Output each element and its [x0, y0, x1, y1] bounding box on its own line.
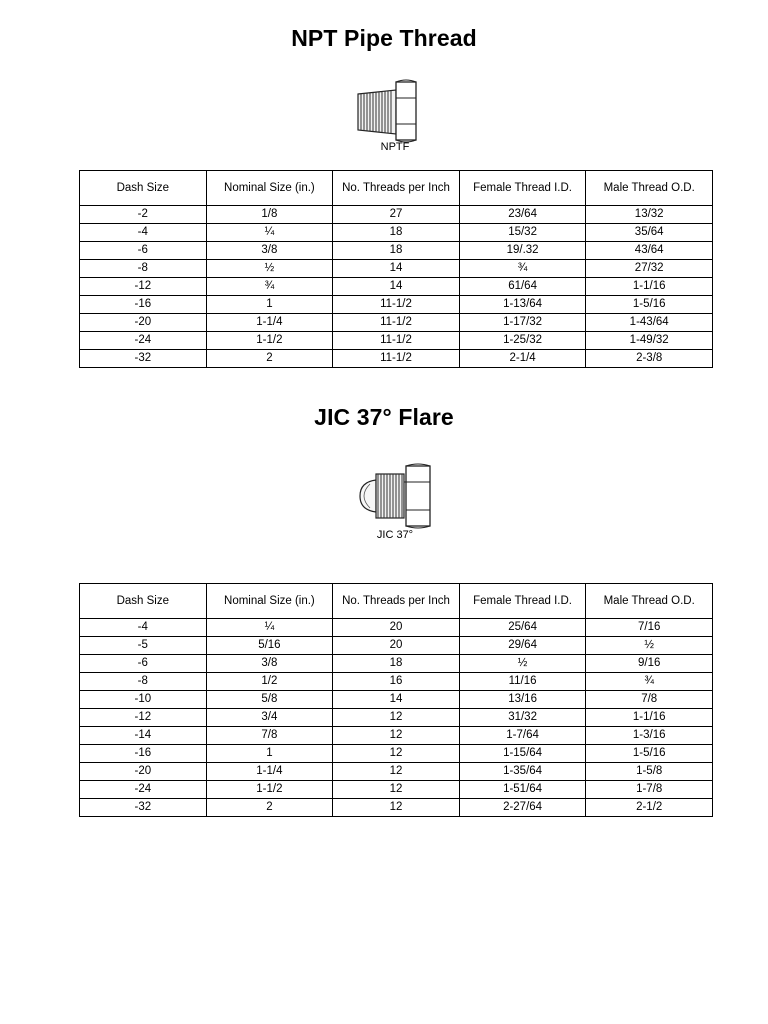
jic-flare-table — [79, 583, 713, 817]
threads-per-inch-cell: 12 — [333, 709, 460, 727]
table-row — [80, 278, 713, 296]
male-thread-od-cell: 43/64 — [586, 242, 713, 260]
header-dash-size: Dash Size — [80, 171, 207, 206]
threads-per-inch-cell: 12 — [333, 727, 460, 745]
table-row — [80, 206, 713, 224]
table-row — [80, 619, 713, 637]
header-male-thread-od: Male Thread O.D. — [586, 584, 713, 619]
nominal-size-cell: 1-1/2 — [206, 332, 333, 350]
nominal-size-cell: 3/8 — [206, 655, 333, 673]
threads-per-inch-cell: 20 — [333, 637, 460, 655]
dash-size-cell: -4 — [80, 224, 207, 242]
threads-per-inch-cell: 11-1/2 — [333, 296, 460, 314]
male-thread-od-cell: 1-5/16 — [586, 745, 713, 763]
female-thread-id-cell: 31/32 — [459, 709, 586, 727]
header-female-thread-id: Female Thread I.D. — [459, 171, 586, 206]
nptf-caption: NPTF — [380, 141, 410, 153]
table-header-row — [80, 584, 713, 619]
nominal-size-cell: 1/8 — [206, 206, 333, 224]
threads-per-inch-cell: 20 — [333, 619, 460, 637]
female-thread-id-cell: 1-35/64 — [459, 763, 586, 781]
header-male-thread-od: Male Thread O.D. — [586, 171, 713, 206]
dash-size-cell: -24 — [80, 332, 207, 350]
table-row — [80, 781, 713, 799]
jic-caption: JIC 37° — [376, 529, 414, 541]
female-thread-id-cell: 1-25/32 — [459, 332, 586, 350]
threads-per-inch-cell: 12 — [333, 745, 460, 763]
threads-per-inch-cell: 14 — [333, 278, 460, 296]
npt-section-title: NPT Pipe Thread — [291, 25, 477, 51]
male-thread-od-cell: 13/32 — [586, 206, 713, 224]
male-thread-od-cell: 9/16 — [586, 655, 713, 673]
female-thread-id-cell: 1-15/64 — [459, 745, 586, 763]
nominal-size-cell: 3/8 — [206, 242, 333, 260]
table-row — [80, 763, 713, 781]
header-dash-size: Dash Size — [80, 584, 207, 619]
nptf-fitting-illustration — [352, 78, 422, 144]
dash-size-cell: -32 — [80, 799, 207, 817]
table-row — [80, 260, 713, 278]
female-thread-id-cell: 1-17/32 — [459, 314, 586, 332]
female-thread-id-cell: 25/64 — [459, 619, 586, 637]
female-thread-id-cell: 13/16 — [459, 691, 586, 709]
header-threads-per-inch: No. Threads per Inch — [333, 171, 460, 206]
female-thread-id-cell: 15/32 — [459, 224, 586, 242]
female-thread-id-cell: 2-1/4 — [459, 350, 586, 368]
threads-per-inch-cell: 18 — [333, 655, 460, 673]
table-row — [80, 745, 713, 763]
nominal-size-cell: ¼ — [206, 619, 333, 637]
table-row — [80, 242, 713, 260]
nominal-size-cell: 1/2 — [206, 673, 333, 691]
dash-size-cell: -2 — [80, 206, 207, 224]
nominal-size-cell: 2 — [206, 350, 333, 368]
nominal-size-cell: ½ — [206, 260, 333, 278]
nominal-size-cell: 1 — [206, 296, 333, 314]
female-thread-id-cell: ½ — [459, 655, 586, 673]
male-thread-od-cell: 35/64 — [586, 224, 713, 242]
nominal-size-cell: 1-1/4 — [206, 314, 333, 332]
female-thread-id-cell: 1-13/64 — [459, 296, 586, 314]
male-thread-od-cell: 2-3/8 — [586, 350, 713, 368]
female-thread-id-cell: 23/64 — [459, 206, 586, 224]
table-row — [80, 637, 713, 655]
male-thread-od-cell: 1-43/64 — [586, 314, 713, 332]
male-thread-od-cell: 27/32 — [586, 260, 713, 278]
male-thread-od-cell: 2-1/2 — [586, 799, 713, 817]
header-nominal-size: Nominal Size (in.) — [206, 171, 333, 206]
male-thread-od-cell: 1-7/8 — [586, 781, 713, 799]
threads-per-inch-cell: 18 — [333, 224, 460, 242]
male-thread-od-cell: 7/8 — [586, 691, 713, 709]
table-row — [80, 655, 713, 673]
header-threads-per-inch: No. Threads per Inch — [333, 584, 460, 619]
threads-per-inch-cell: 12 — [333, 781, 460, 799]
threads-per-inch-cell: 12 — [333, 799, 460, 817]
dash-size-cell: -20 — [80, 763, 207, 781]
dash-size-cell: -16 — [80, 296, 207, 314]
nominal-size-cell: 7/8 — [206, 727, 333, 745]
male-thread-od-cell: 1-49/32 — [586, 332, 713, 350]
threads-per-inch-cell: 11-1/2 — [333, 314, 460, 332]
threads-per-inch-cell: 14 — [333, 260, 460, 278]
table-row — [80, 296, 713, 314]
male-thread-od-cell: 1-1/16 — [586, 278, 713, 296]
threads-per-inch-cell: 18 — [333, 242, 460, 260]
dash-size-cell: -16 — [80, 745, 207, 763]
male-thread-od-cell: ½ — [586, 637, 713, 655]
threads-per-inch-cell: 16 — [333, 673, 460, 691]
threads-per-inch-cell: 11-1/2 — [333, 332, 460, 350]
table-row — [80, 691, 713, 709]
dash-size-cell: -24 — [80, 781, 207, 799]
threads-per-inch-cell: 12 — [333, 763, 460, 781]
dash-size-cell: -8 — [80, 673, 207, 691]
male-thread-od-cell: 1-5/16 — [586, 296, 713, 314]
female-thread-id-cell: 19/.32 — [459, 242, 586, 260]
dash-size-cell: -4 — [80, 619, 207, 637]
dash-size-cell: -14 — [80, 727, 207, 745]
female-thread-id-cell: ¾ — [459, 260, 586, 278]
table-header-row — [80, 171, 713, 206]
nominal-size-cell: 3/4 — [206, 709, 333, 727]
table-row — [80, 332, 713, 350]
nominal-size-cell: 1-1/4 — [206, 763, 333, 781]
dash-size-cell: -32 — [80, 350, 207, 368]
threads-per-inch-cell: 27 — [333, 206, 460, 224]
table-row — [80, 224, 713, 242]
table-row — [80, 673, 713, 691]
dash-size-cell: -12 — [80, 709, 207, 727]
male-thread-od-cell: 1-3/16 — [586, 727, 713, 745]
female-thread-id-cell: 1-7/64 — [459, 727, 586, 745]
female-thread-id-cell: 29/64 — [459, 637, 586, 655]
jic-section-title: JIC 37° Flare — [314, 404, 454, 430]
header-nominal-size: Nominal Size (in.) — [206, 584, 333, 619]
female-thread-id-cell: 11/16 — [459, 673, 586, 691]
female-thread-id-cell: 1-51/64 — [459, 781, 586, 799]
dash-size-cell: -10 — [80, 691, 207, 709]
table-row — [80, 799, 713, 817]
header-female-thread-id: Female Thread I.D. — [459, 584, 586, 619]
table-row — [80, 709, 713, 727]
female-thread-id-cell: 2-27/64 — [459, 799, 586, 817]
male-thread-od-cell: 7/16 — [586, 619, 713, 637]
female-thread-id-cell: 61/64 — [459, 278, 586, 296]
table-row — [80, 314, 713, 332]
male-thread-od-cell: ¾ — [586, 673, 713, 691]
nominal-size-cell: 1-1/2 — [206, 781, 333, 799]
jic-fitting-illustration — [356, 462, 436, 530]
nominal-size-cell: 2 — [206, 799, 333, 817]
dash-size-cell: -6 — [80, 242, 207, 260]
nominal-size-cell: 5/8 — [206, 691, 333, 709]
nominal-size-cell: ¼ — [206, 224, 333, 242]
table-row — [80, 350, 713, 368]
dash-size-cell: -8 — [80, 260, 207, 278]
dash-size-cell: -5 — [80, 637, 207, 655]
nominal-size-cell: 5/16 — [206, 637, 333, 655]
male-thread-od-cell: 1-1/16 — [586, 709, 713, 727]
threads-per-inch-cell: 14 — [333, 691, 460, 709]
npt-thread-table — [79, 170, 713, 368]
threads-per-inch-cell: 11-1/2 — [333, 350, 460, 368]
table-row — [80, 727, 713, 745]
nominal-size-cell: ¾ — [206, 278, 333, 296]
nominal-size-cell: 1 — [206, 745, 333, 763]
dash-size-cell: -6 — [80, 655, 207, 673]
male-thread-od-cell: 1-5/8 — [586, 763, 713, 781]
dash-size-cell: -12 — [80, 278, 207, 296]
dash-size-cell: -20 — [80, 314, 207, 332]
